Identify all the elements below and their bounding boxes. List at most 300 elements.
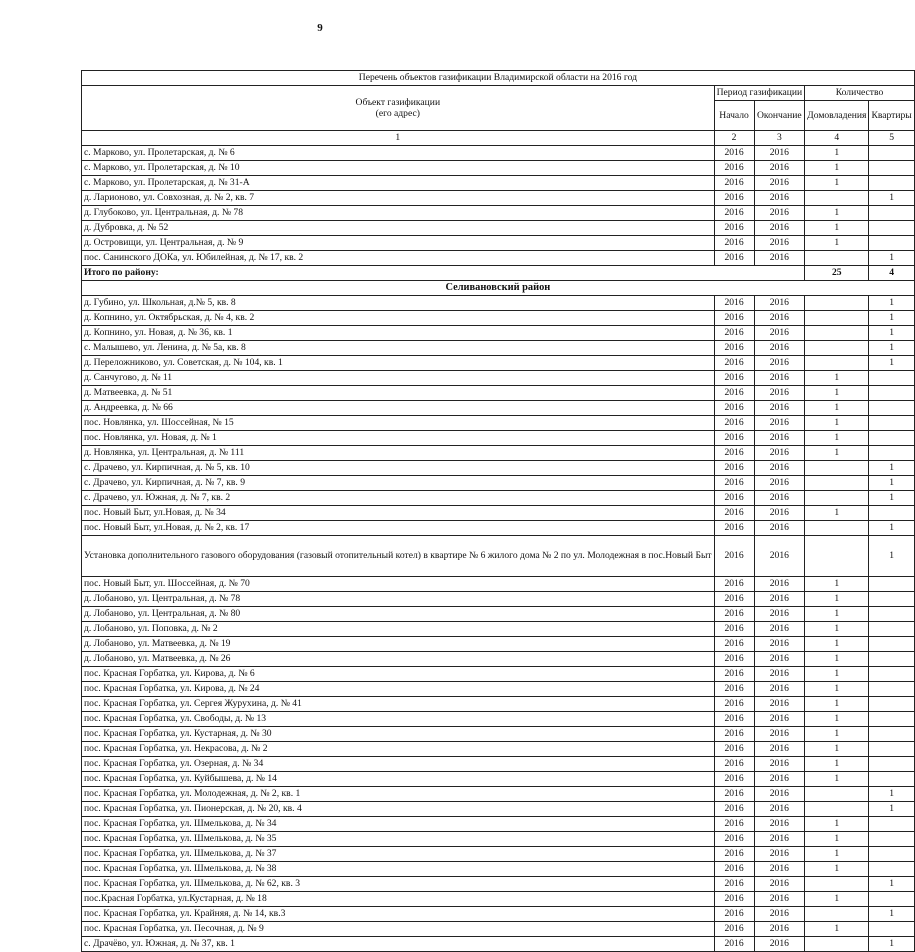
table-row (82, 877, 915, 892)
address-cell: д. Лобаново, ул. Центральная, д. № 78 (82, 592, 715, 607)
houses-count-cell: 1 (805, 757, 869, 772)
start-year-cell: 2016 (714, 937, 754, 952)
end-year-cell: 2016 (754, 326, 805, 341)
houses-count-cell: 1 (805, 622, 869, 637)
apartments-count-cell: 1 (869, 907, 914, 922)
end-year-cell: 2016 (754, 817, 805, 832)
houses-count-cell (805, 191, 869, 206)
address-cell: д. Ларионово, ул. Совхозная, д. № 2, кв. 7 (82, 191, 715, 206)
houses-count-cell (805, 802, 869, 817)
apartments-count-cell (869, 416, 914, 431)
houses-count-cell: 1 (805, 146, 869, 161)
apartments-count-cell (869, 712, 914, 727)
start-year-cell: 2016 (714, 491, 754, 506)
start-year-cell: 2016 (714, 461, 754, 476)
table-row (82, 296, 915, 311)
houses-count-cell: 1 (805, 221, 869, 236)
apartments-count-cell: 1 (869, 476, 914, 491)
header-row-1 (82, 86, 915, 101)
houses-count-cell: 1 (805, 161, 869, 176)
apartments-count-cell (869, 371, 914, 386)
apartments-count-cell: 1 (869, 461, 914, 476)
table-row (82, 622, 915, 637)
table-row (82, 847, 915, 862)
start-year-cell: 2016 (714, 536, 754, 577)
end-year-cell: 2016 (754, 922, 805, 937)
apartments-count-cell: 1 (869, 877, 914, 892)
end-year-cell: 2016 (754, 251, 805, 266)
end-year-cell: 2016 (754, 371, 805, 386)
end-year-cell: 2016 (754, 296, 805, 311)
address-cell: пос. Новый Быт, ул.Новая, д. № 34 (82, 506, 715, 521)
end-year-cell: 2016 (754, 607, 805, 622)
end-year-cell: 2016 (754, 592, 805, 607)
address-cell: пос. Новый Быт, ул. Шоссейная, д. № 70 (82, 577, 715, 592)
apartments-count-cell (869, 772, 914, 787)
total-label: Итого по району: (82, 266, 805, 281)
table-row (82, 146, 915, 161)
end-year-cell: 2016 (754, 787, 805, 802)
houses-count-cell: 1 (805, 431, 869, 446)
end-year-cell: 2016 (754, 401, 805, 416)
start-year-cell: 2016 (714, 652, 754, 667)
houses-count-cell: 1 (805, 236, 869, 251)
apartments-count-cell (869, 727, 914, 742)
houses-count-cell: 1 (805, 667, 869, 682)
houses-count-cell: 1 (805, 832, 869, 847)
houses-count-cell (805, 877, 869, 892)
apartments-count-cell (869, 667, 914, 682)
gasification-table (81, 70, 915, 952)
houses-count-cell (805, 461, 869, 476)
apartments-count-cell (869, 161, 914, 176)
column-number: 1 (82, 131, 715, 146)
start-year-cell: 2016 (714, 191, 754, 206)
end-year-cell: 2016 (754, 176, 805, 191)
caption-row (82, 71, 915, 86)
houses-count-cell: 1 (805, 637, 869, 652)
apartments-count-cell (869, 577, 914, 592)
end-year-cell: 2016 (754, 446, 805, 461)
address-cell: с. Драчево, ул. Кирпичная, д. № 5, кв. 10 (82, 461, 715, 476)
table-row (82, 787, 915, 802)
start-year-cell: 2016 (714, 311, 754, 326)
end-year-cell: 2016 (754, 862, 805, 877)
end-year-cell: 2016 (754, 191, 805, 206)
apartments-count-cell (869, 221, 914, 236)
address-cell: д. Переложниково, ул. Советская, д. № 104, кв. 1 (82, 356, 715, 371)
address-cell: пос. Красная Горбатка, ул. Шмелькова, д. № 34 (82, 817, 715, 832)
table-row (82, 757, 915, 772)
address-cell: д. Новлянка, ул. Центральная, д. № 111 (82, 446, 715, 461)
start-year-cell: 2016 (714, 922, 754, 937)
address-cell: пос. Красная Горбатка, ул. Пионерская, д. № 20, кв. 4 (82, 802, 715, 817)
address-cell: пос. Красная Горбатка, ул. Молодежная, д. № 2, кв. 1 (82, 787, 715, 802)
end-year-cell: 2016 (754, 937, 805, 952)
table-row (82, 416, 915, 431)
houses-count-cell: 1 (805, 922, 869, 937)
end-year-cell: 2016 (754, 892, 805, 907)
houses-count-cell: 1 (805, 592, 869, 607)
end-year-cell: 2016 (754, 206, 805, 221)
apartments-count-cell (869, 206, 914, 221)
address-cell: д. Глубоково, ул. Центральная, д. № 78 (82, 206, 715, 221)
start-year-cell: 2016 (714, 772, 754, 787)
address-cell: д. Островищи, ул. Центральная, д. № 9 (82, 236, 715, 251)
address-cell: пос. Красная Горбатка, ул. Крайняя, д. № 14, кв.3 (82, 907, 715, 922)
start-year-cell: 2016 (714, 206, 754, 221)
end-year-cell: 2016 (754, 637, 805, 652)
address-cell: д. Дубровка, д. № 52 (82, 221, 715, 236)
address-cell: д. Лобаново, ул. Центральная, д. № 80 (82, 607, 715, 622)
apartments-count-cell (869, 862, 914, 877)
start-year-cell: 2016 (714, 341, 754, 356)
address-cell: д. Санчугово, д. № 11 (82, 371, 715, 386)
start-year-cell: 2016 (714, 161, 754, 176)
start-year-cell: 2016 (714, 622, 754, 637)
start-year-cell: 2016 (714, 727, 754, 742)
houses-count-cell: 1 (805, 712, 869, 727)
table-row (82, 802, 915, 817)
houses-count-cell (805, 536, 869, 577)
apartments-count-cell (869, 817, 914, 832)
table-row (82, 176, 915, 191)
header-object: Объект газификации (его адрес) (82, 86, 715, 131)
start-year-cell: 2016 (714, 577, 754, 592)
houses-count-cell (805, 521, 869, 536)
houses-count-cell: 1 (805, 401, 869, 416)
end-year-cell: 2016 (754, 416, 805, 431)
start-year-cell: 2016 (714, 697, 754, 712)
start-year-cell: 2016 (714, 787, 754, 802)
address-cell: с. Марково, ул. Пролетарская, д. № 6 (82, 146, 715, 161)
table-row (82, 326, 915, 341)
apartments-count-cell: 1 (869, 787, 914, 802)
address-cell: пос. Санинского ДОКа, ул. Юбилейная, д. № 17, кв. 2 (82, 251, 715, 266)
start-year-cell: 2016 (714, 176, 754, 191)
start-year-cell: 2016 (714, 817, 754, 832)
end-year-cell: 2016 (754, 697, 805, 712)
table-row (82, 697, 915, 712)
table-row (82, 862, 915, 877)
address-cell: пос. Красная Горбатка, ул. Песочная, д. № 9 (82, 922, 715, 937)
apartments-count-cell (869, 832, 914, 847)
page-number: 9 (317, 22, 323, 34)
table-row (82, 431, 915, 446)
houses-count-cell: 1 (805, 446, 869, 461)
header-period: Период газификации (714, 86, 805, 101)
table-row (82, 446, 915, 461)
apartments-count-cell (869, 386, 914, 401)
end-year-cell: 2016 (754, 506, 805, 521)
address-cell: пос. Красная Горбатка, ул. Шмелькова, д. № 35 (82, 832, 715, 847)
start-year-cell: 2016 (714, 221, 754, 236)
end-year-cell: 2016 (754, 622, 805, 637)
apartments-count-cell (869, 892, 914, 907)
address-cell: пос. Красная Горбатка, ул. Сергея Журухина, д. № 41 (82, 697, 715, 712)
apartments-count-cell: 1 (869, 536, 914, 577)
houses-count-cell: 1 (805, 772, 869, 787)
table-row (82, 401, 915, 416)
header-end: Окончание (754, 101, 805, 131)
end-year-cell: 2016 (754, 832, 805, 847)
apartments-count-cell: 1 (869, 311, 914, 326)
houses-count-cell: 1 (805, 416, 869, 431)
start-year-cell: 2016 (714, 877, 754, 892)
end-year-cell: 2016 (754, 341, 805, 356)
address-cell: пос. Красная Горбатка, ул. Шмелькова, д. № 38 (82, 862, 715, 877)
column-number: 4 (805, 131, 869, 146)
address-cell: пос. Новлянка, ул. Новая, д. № 1 (82, 431, 715, 446)
apartments-count-cell: 1 (869, 251, 914, 266)
houses-count-cell (805, 251, 869, 266)
address-cell: д. Лобаново, ул. Матвеевка, д. № 19 (82, 637, 715, 652)
houses-count-cell (805, 296, 869, 311)
table-row (82, 682, 915, 697)
address-cell: д. Губино, ул. Школьная, д.№ 5, кв. 8 (82, 296, 715, 311)
start-year-cell: 2016 (714, 251, 754, 266)
start-year-cell: 2016 (714, 682, 754, 697)
houses-count-cell: 1 (805, 176, 869, 191)
end-year-cell: 2016 (754, 491, 805, 506)
end-year-cell: 2016 (754, 236, 805, 251)
table-row (82, 592, 915, 607)
address-cell: пос. Красная Горбатка, ул. Шмелькова, д. № 37 (82, 847, 715, 862)
address-cell: пос. Красная Горбатка, ул. Свободы, д. № 13 (82, 712, 715, 727)
address-cell: с. Драчёво, ул. Южная, д. № 37, кв. 1 (82, 937, 715, 952)
start-year-cell: 2016 (714, 416, 754, 431)
address-cell: с. Драчево, ул. Южная, д. № 7, кв. 2 (82, 491, 715, 506)
table-row (82, 937, 915, 952)
table-row (82, 907, 915, 922)
apartments-count-cell: 1 (869, 356, 914, 371)
end-year-cell: 2016 (754, 757, 805, 772)
start-year-cell: 2016 (714, 742, 754, 757)
address-cell: д. Копнино, ул. Новая, д. № 36, кв. 1 (82, 326, 715, 341)
header-start: Начало (714, 101, 754, 131)
apartments-count-cell (869, 506, 914, 521)
apartments-count-cell (869, 682, 914, 697)
address-cell: д. Копнино, ул. Октябрьская, д. № 4, кв. 2 (82, 311, 715, 326)
houses-count-cell (805, 341, 869, 356)
start-year-cell: 2016 (714, 862, 754, 877)
end-year-cell: 2016 (754, 356, 805, 371)
end-year-cell: 2016 (754, 712, 805, 727)
end-year-cell: 2016 (754, 536, 805, 577)
houses-count-cell: 1 (805, 742, 869, 757)
apartments-count-cell (869, 401, 914, 416)
table-row (82, 521, 915, 536)
start-year-cell: 2016 (714, 386, 754, 401)
table-row (82, 251, 915, 266)
start-year-cell: 2016 (714, 506, 754, 521)
apartments-count-cell: 1 (869, 341, 914, 356)
start-year-cell: 2016 (714, 637, 754, 652)
column-number: 5 (869, 131, 914, 146)
start-year-cell: 2016 (714, 832, 754, 847)
start-year-cell: 2016 (714, 431, 754, 446)
table-row (82, 922, 915, 937)
table-caption: Перечень объектов газификации Владимирской области на 2016 год (82, 71, 915, 86)
houses-count-cell (805, 311, 869, 326)
table-row (82, 356, 915, 371)
houses-count-cell (805, 937, 869, 952)
start-year-cell: 2016 (714, 401, 754, 416)
apartments-count-cell (869, 607, 914, 622)
end-year-cell: 2016 (754, 311, 805, 326)
apartments-count-cell (869, 757, 914, 772)
end-year-cell: 2016 (754, 161, 805, 176)
start-year-cell: 2016 (714, 667, 754, 682)
end-year-cell: 2016 (754, 847, 805, 862)
start-year-cell: 2016 (714, 802, 754, 817)
address-cell: пос. Красная Горбатка, ул. Куйбышева, д. № 14 (82, 772, 715, 787)
end-year-cell: 2016 (754, 221, 805, 236)
table-row (82, 491, 915, 506)
end-year-cell: 2016 (754, 146, 805, 161)
address-cell: пос. Новый Быт, ул.Новая, д. № 2, кв. 17 (82, 521, 715, 536)
start-year-cell: 2016 (714, 446, 754, 461)
end-year-cell: 2016 (754, 476, 805, 491)
houses-count-cell: 1 (805, 652, 869, 667)
address-cell: пос. Красная Горбатка, ул. Кирова, д. № 24 (82, 682, 715, 697)
apartments-count-cell: 1 (869, 491, 914, 506)
table-row (82, 221, 915, 236)
address-cell: пос. Красная Горбатка, ул. Некрасова, д. № 2 (82, 742, 715, 757)
total-row (82, 266, 915, 281)
address-cell: пос. Красная Горбатка, ул. Шмелькова, д. № 62, кв. 3 (82, 877, 715, 892)
houses-count-cell: 1 (805, 206, 869, 221)
apartments-count-cell (869, 922, 914, 937)
apartments-count-cell (869, 446, 914, 461)
address-cell: с. Марково, ул. Пролетарская, д. № 10 (82, 161, 715, 176)
table-row (82, 667, 915, 682)
apartments-count-cell (869, 622, 914, 637)
apartments-count-cell (869, 637, 914, 652)
table-row (82, 817, 915, 832)
header-quantity: Количество (805, 86, 915, 101)
start-year-cell: 2016 (714, 326, 754, 341)
end-year-cell: 2016 (754, 907, 805, 922)
table-row (82, 742, 915, 757)
end-year-cell: 2016 (754, 521, 805, 536)
address-cell: д. Матвеевка, д. № 51 (82, 386, 715, 401)
table-row (82, 461, 915, 476)
table-row (82, 191, 915, 206)
table-row (82, 772, 915, 787)
start-year-cell: 2016 (714, 907, 754, 922)
end-year-cell: 2016 (754, 772, 805, 787)
start-year-cell: 2016 (714, 712, 754, 727)
apartments-count-cell (869, 742, 914, 757)
end-year-cell: 2016 (754, 802, 805, 817)
header-houses: Домовладения (805, 101, 869, 131)
table-row (82, 206, 915, 221)
apartments-count-cell (869, 697, 914, 712)
end-year-cell: 2016 (754, 577, 805, 592)
address-cell: пос. Красная Горбатка, ул. Кирова, д. № 6 (82, 667, 715, 682)
houses-count-cell: 1 (805, 386, 869, 401)
table-row (82, 311, 915, 326)
table-row (82, 727, 915, 742)
end-year-cell: 2016 (754, 877, 805, 892)
end-year-cell: 2016 (754, 431, 805, 446)
address-cell: с. Драчево, ул. Кирпичная, д. № 7, кв. 9 (82, 476, 715, 491)
table-row (82, 476, 915, 491)
apartments-count-cell (869, 652, 914, 667)
column-number: 3 (754, 131, 805, 146)
address-cell: с. Малышево, ул. Ленина, д. № 5а, кв. 8 (82, 341, 715, 356)
table-row (82, 161, 915, 176)
district-heading: Селивановский район (82, 281, 915, 296)
address-cell: пос. Новлянка, ул. Шоссейная, № 15 (82, 416, 715, 431)
address-cell: пос. Красная Горбатка, ул. Кустарная, д. № 30 (82, 727, 715, 742)
apartments-count-cell: 1 (869, 326, 914, 341)
start-year-cell: 2016 (714, 607, 754, 622)
houses-count-cell: 1 (805, 607, 869, 622)
houses-count-cell (805, 907, 869, 922)
table-row (82, 506, 915, 521)
table-row (82, 832, 915, 847)
address-cell: д. Андреевка, д. № 66 (82, 401, 715, 416)
end-year-cell: 2016 (754, 652, 805, 667)
houses-count-cell: 1 (805, 506, 869, 521)
apartments-count-cell (869, 176, 914, 191)
end-year-cell: 2016 (754, 742, 805, 757)
table-row (82, 371, 915, 386)
houses-count-cell: 1 (805, 727, 869, 742)
column-number: 2 (714, 131, 754, 146)
table-row (82, 607, 915, 622)
houses-count-cell (805, 326, 869, 341)
header-apartments: Квартиры (869, 101, 914, 131)
table-row (82, 386, 915, 401)
start-year-cell: 2016 (714, 847, 754, 862)
address-cell: д. Лобаново, ул. Матвеевка, д. № 26 (82, 652, 715, 667)
start-year-cell: 2016 (714, 371, 754, 386)
houses-count-cell: 1 (805, 817, 869, 832)
start-year-cell: 2016 (714, 476, 754, 491)
apartments-count-cell (869, 847, 914, 862)
address-cell: Установка дополнительного газового оборудования (газовый отопительный котел) в квартире № 6 жилого дома № 2 по ул. Молодежная в пос.Новый Быт (82, 536, 715, 577)
start-year-cell: 2016 (714, 146, 754, 161)
end-year-cell: 2016 (754, 727, 805, 742)
start-year-cell: 2016 (714, 757, 754, 772)
table-row (82, 652, 915, 667)
houses-count-cell: 1 (805, 892, 869, 907)
end-year-cell: 2016 (754, 386, 805, 401)
apartments-count-cell (869, 431, 914, 446)
district-row (82, 281, 915, 296)
table-row (82, 236, 915, 251)
apartments-count-cell: 1 (869, 521, 914, 536)
address-cell: с. Марково, ул. Пролетарская, д. № 31-А (82, 176, 715, 191)
start-year-cell: 2016 (714, 892, 754, 907)
apartments-count-cell: 1 (869, 191, 914, 206)
table-row (82, 637, 915, 652)
apartments-count-cell: 1 (869, 296, 914, 311)
apartments-count-cell (869, 236, 914, 251)
table-row (82, 892, 915, 907)
end-year-cell: 2016 (754, 461, 805, 476)
table-row (82, 712, 915, 727)
table-row (82, 577, 915, 592)
address-cell: пос.Красная Горбатка, ул.Кустарная, д. № 18 (82, 892, 715, 907)
houses-count-cell: 1 (805, 697, 869, 712)
start-year-cell: 2016 (714, 521, 754, 536)
total-houses: 25 (805, 266, 869, 281)
start-year-cell: 2016 (714, 356, 754, 371)
